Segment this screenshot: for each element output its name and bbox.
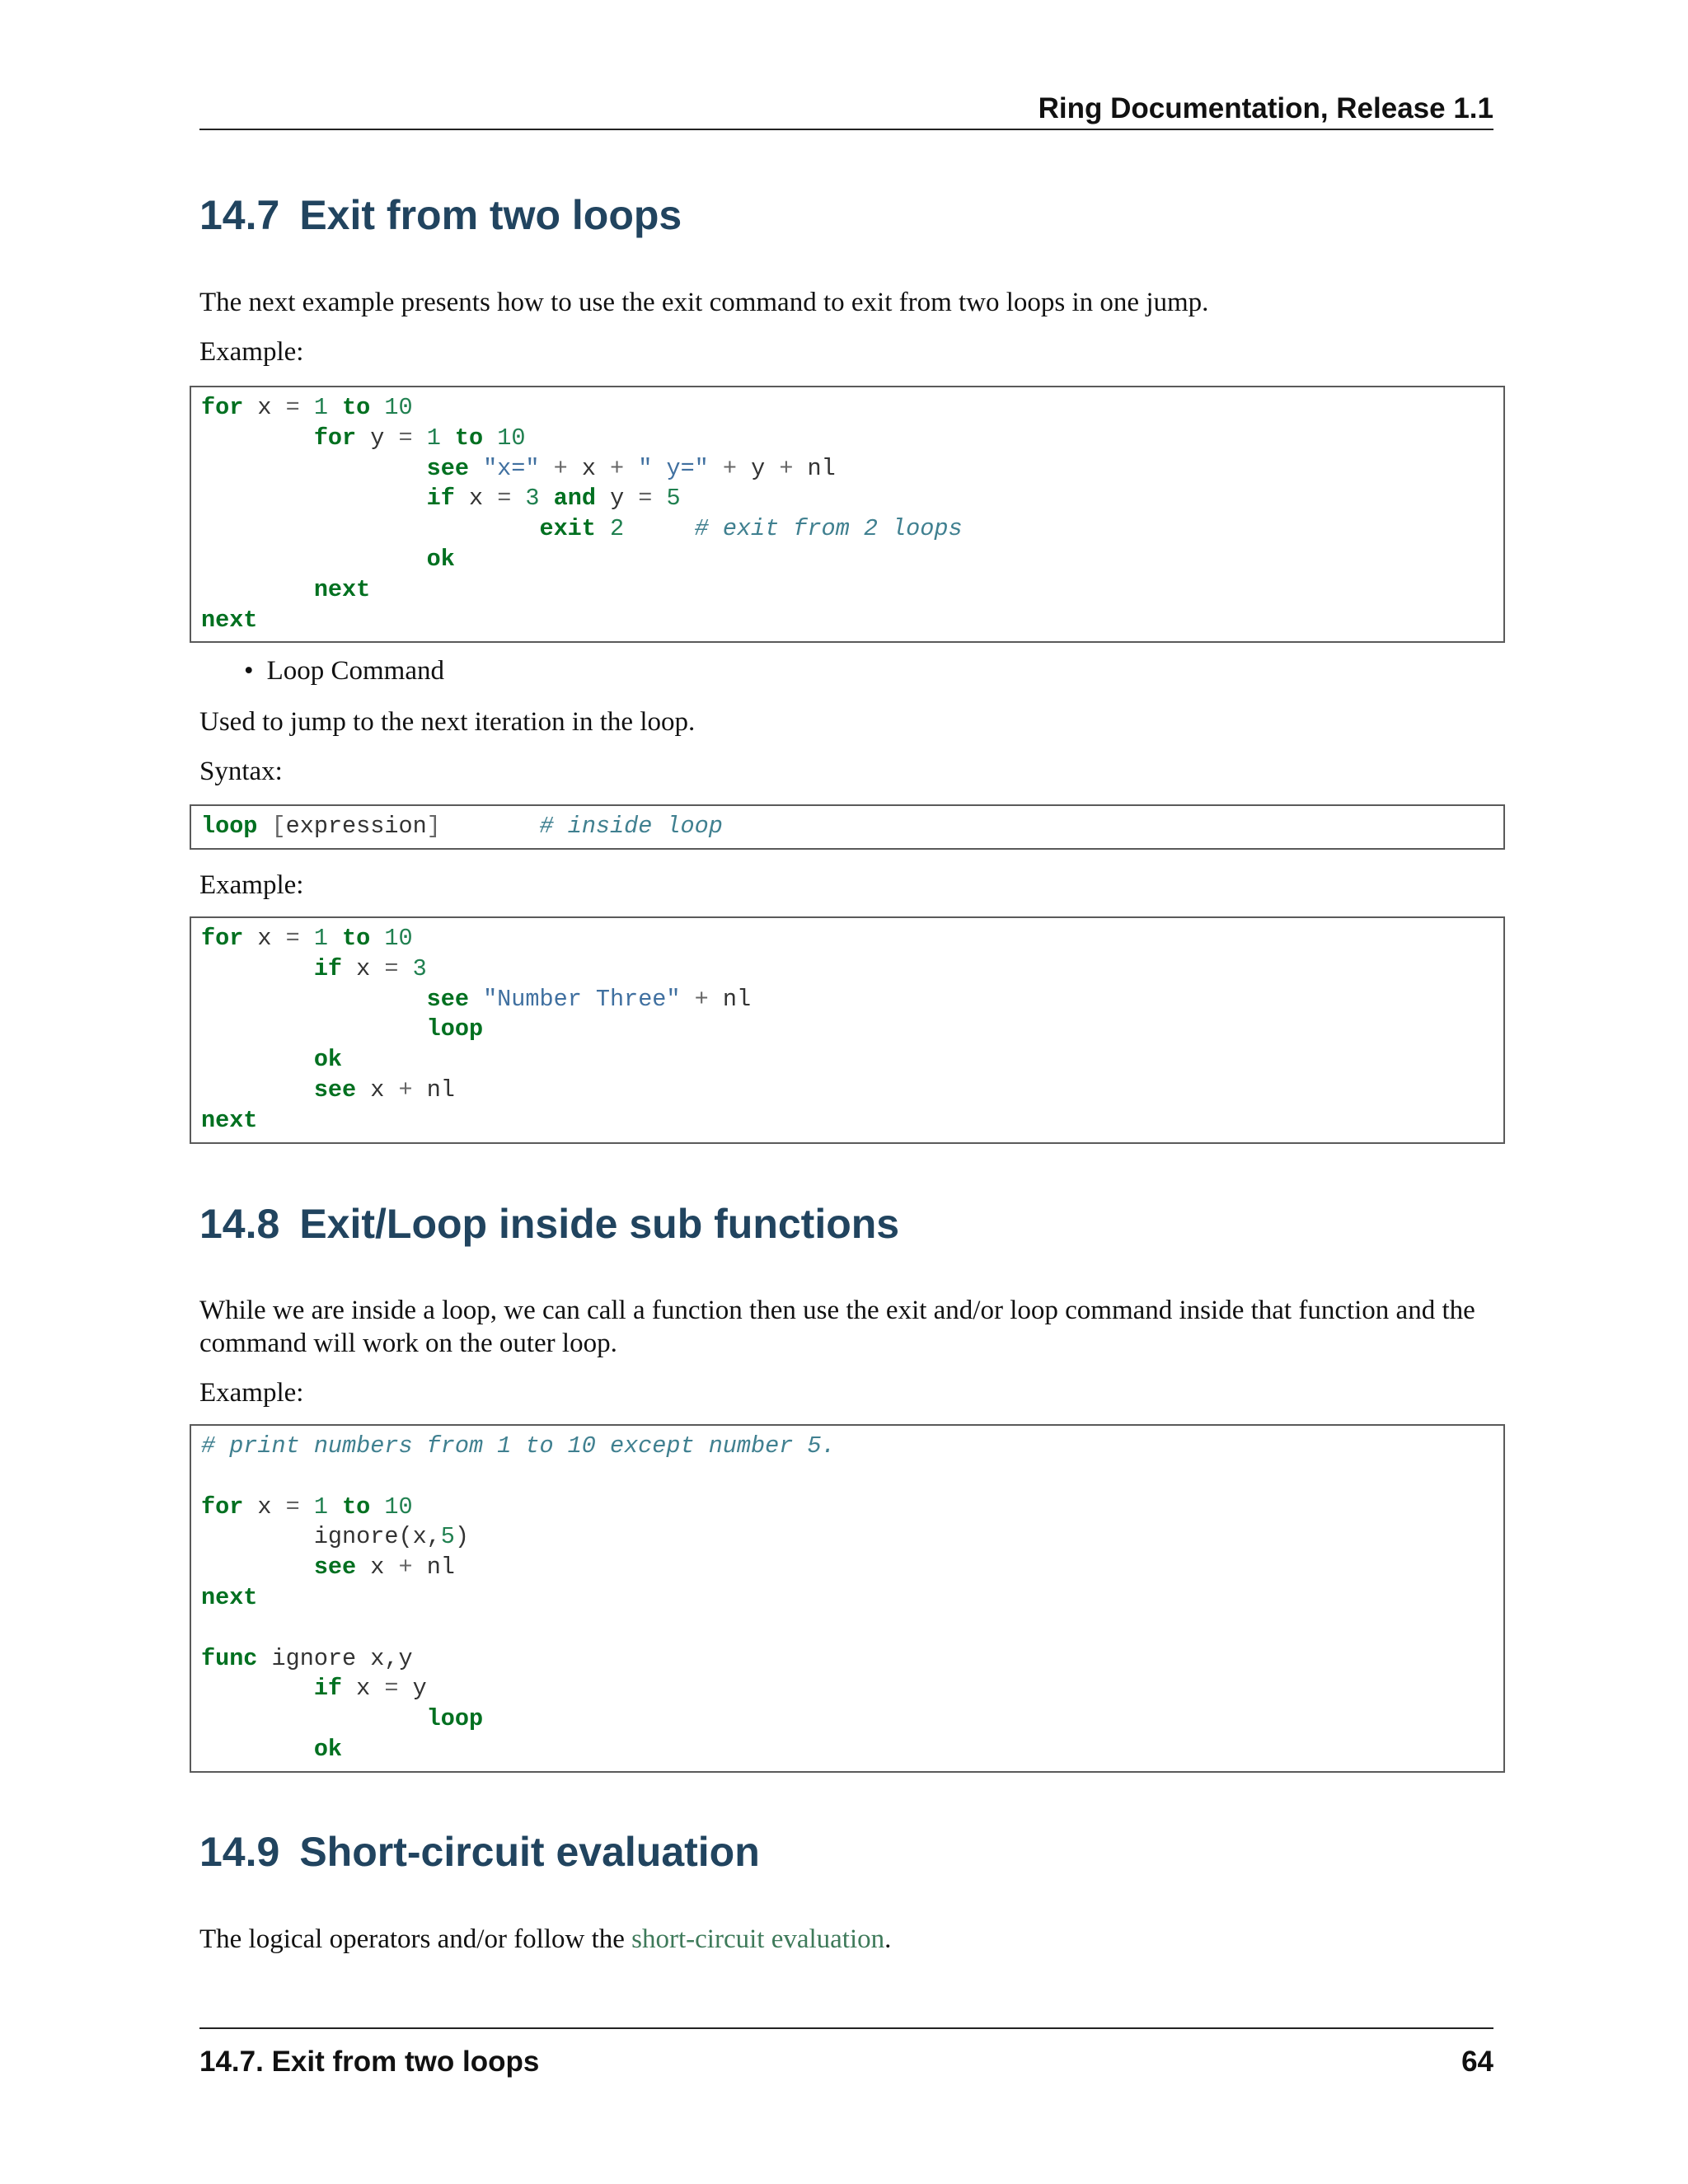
text-span: The logical operators and/or follow the: [199, 1924, 632, 1954]
paragraph: The next example presents how to use the exit command to exit from two loops in one jump.: [199, 288, 1209, 317]
code-block-loop-syntax: loop [expression] # inside loop: [190, 804, 1505, 850]
page-number: 64: [1461, 2046, 1493, 2078]
running-header: Ring Documentation, Release 1.1: [1038, 92, 1493, 124]
short-circuit-link[interactable]: short-circuit evaluation: [631, 1924, 885, 1954]
section-title: Exit/Loop inside sub functions: [299, 1201, 900, 1247]
paragraph: Used to jump to the next iteration in the loop.: [199, 707, 696, 737]
paragraph: [199, 1923, 1502, 1956]
footer-section: 14.7. Exit from two loops: [199, 2046, 540, 2078]
section-title: Exit from two loops: [299, 192, 682, 238]
bullet-label: Loop Command: [266, 656, 444, 686]
section-number: 14.9: [199, 1829, 280, 1875]
footer-rule: [199, 2027, 1493, 2029]
example-label: Example:: [199, 337, 304, 367]
example-label: Example:: [199, 870, 304, 900]
section-heading-14-8: [199, 1200, 899, 1248]
header-rule: [199, 129, 1493, 130]
example-label: Example:: [199, 1378, 304, 1408]
section-number: 14.8: [199, 1201, 280, 1247]
footer: [199, 2046, 1493, 2079]
code-block-sub-function: # print numbers from 1 to 10 except number 5. for x = 1 to 10 ignore(x,5) see x + nl next func ignore x,y if x = y loop ok: [190, 1424, 1505, 1773]
bullet-item: [244, 656, 444, 687]
paragraph: While we are inside a loop, we can call a function then use the exit and/or loop command inside that function and the command will work on the outer loop.: [199, 1296, 1475, 1358]
code-block-exit-two-loops: for x = 1 to 10 for y = 1 to 10 see "x=" + x + " y=" + y + nl if x = 3 and y = 5 exit 2 # exit from 2 loops ok next next: [190, 386, 1505, 643]
syntax-label: Syntax:: [199, 757, 283, 786]
bullet-dot: •: [244, 656, 254, 686]
section-title: Short-circuit evaluation: [299, 1829, 760, 1875]
section-heading-14-7: [199, 191, 682, 239]
section-number: 14.7: [199, 192, 280, 238]
code-block-loop-example: for x = 1 to 10 if x = 3 see "Number Three" + nl loop ok see x + nl next: [190, 916, 1505, 1144]
text-span: .: [884, 1924, 892, 1954]
section-heading-14-9: [199, 1828, 760, 1876]
